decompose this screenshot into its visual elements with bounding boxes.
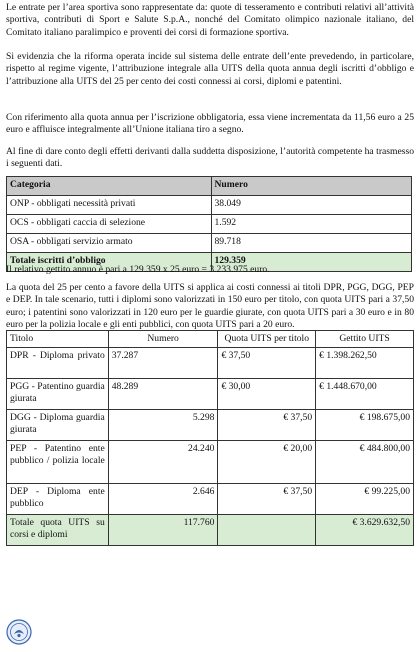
table-total-row <box>7 515 414 546</box>
titles-table <box>6 330 414 546</box>
paragraph-reform: Si evidenzia che la riforma operata incide sul sistema delle entrate dell’ente prevedendo, in particolare, rispetto al regime vigente, l’attribuzione integrale alla UITS della quota annua degli iscritti d’obbligo e l’attribuzione alla UITS del 25 per cento dei costi connessi ai corsi, diplomi e patentini. <box>6 51 414 87</box>
cell-total-category: Totale iscritti d’obbligo <box>7 253 212 272</box>
table-header-row <box>7 177 412 196</box>
members-table <box>6 176 412 272</box>
cell-quota: € 20,00 <box>218 441 316 484</box>
table-row <box>7 348 414 379</box>
cell-title: DGG - Diploma guardia giurata <box>7 410 109 441</box>
cell-quota: € 37,50 <box>218 410 316 441</box>
column-header-quota: Quota UITS per titolo <box>218 331 316 348</box>
cell-total-number: 117.760 <box>108 515 218 546</box>
column-header-category: Categoria <box>7 177 212 196</box>
cell-category: ONP - obbligati necessità privati <box>7 196 212 215</box>
table-row <box>7 441 414 484</box>
table-header-row <box>7 331 414 348</box>
cell-title: PGG - Patentino guardia giurata <box>7 379 109 410</box>
cell-number: 1.592 <box>211 215 412 234</box>
table-row <box>7 484 414 515</box>
cell-revenue: € 1.448.670,00 <box>316 379 414 410</box>
cell-number: 2.646 <box>108 484 218 515</box>
cell-number: 89.718 <box>211 234 412 253</box>
cell-title: PEP - Patentino ente pubblico / polizia locale <box>7 441 109 484</box>
table-row <box>7 410 414 441</box>
cell-revenue: € 198.675,00 <box>316 410 414 441</box>
table-row <box>7 234 412 253</box>
cell-revenue: € 484.800,00 <box>316 441 414 484</box>
cell-quota: € 30,00 <box>218 379 316 410</box>
cell-title: DEP - Diploma ente pubblico <box>7 484 109 515</box>
cell-category: OCS - obbligati caccia di selezione <box>7 215 212 234</box>
table-row <box>7 196 412 215</box>
column-header-number: Numero <box>108 331 218 348</box>
cell-total-quota <box>218 515 316 546</box>
cell-category: OSA - obbligati servizio armato <box>7 234 212 253</box>
cell-number: 48.289 <box>108 379 218 410</box>
seal-logo-icon <box>6 619 32 645</box>
paragraph-data-intro: Al fine di dare conto degli effetti derivanti dalla suddetta disposizione, l’autorità competente ha trasmesso i seguenti dati. <box>6 146 414 170</box>
paragraph-revenue-calc: Il relativo gettito annuo è pari a 129.359 x 25 euro = 3.233.975 euro. <box>6 264 270 275</box>
table-row <box>7 215 412 234</box>
cell-quota: € 37,50 <box>218 348 316 379</box>
cell-revenue: € 99.225,00 <box>316 484 414 515</box>
cell-title: DPR - Diploma privato <box>7 348 109 379</box>
paragraph-annual-fee: Con riferimento alla quota annua per l’iscrizione obbligatoria, essa viene incrementata da 11,56 euro a 25 euro e affluisce integralmente all’Unione italiana tiro a segno. <box>6 112 414 136</box>
table-row <box>7 379 414 410</box>
cell-total-revenue: € 3.629.632,50 <box>316 515 414 546</box>
cell-revenue: € 1.398.262,50 <box>316 348 414 379</box>
cell-total-number: 129.359 <box>211 253 412 272</box>
column-header-revenue: Gettito UITS <box>316 331 414 348</box>
cell-number: 37.287 <box>108 348 218 379</box>
paragraph-sports-revenue: Le entrate per l’area sportiva sono rappresentate da: quote di tesseramento e contributi relativi all’attività sportiva, contributi di Sport e Salute S.p.A., nonché del Comitato olimpico nazionale italiano, del Comitato italiano paralimpico e proventi dei corsi di formazione sportiva. <box>6 2 414 38</box>
cell-total-title: Totale quota UITS su corsi e diplomi <box>7 515 109 546</box>
column-header-number: Numero <box>211 177 412 196</box>
cell-number: 24.240 <box>108 441 218 484</box>
cell-quota: € 37,50 <box>218 484 316 515</box>
cell-number: 38.049 <box>211 196 412 215</box>
cell-number: 5.298 <box>108 410 218 441</box>
paragraph-quota-scenario: La quota del 25 per cento a favore della UITS si applica ai costi connessi ai titoli DPR, PGG, DGG, PEP e DEP. In tale scenario, tutti i diplomi sono valorizzati in 150 euro per titolo, con quota UITS pari a 37,50 euro; i patentini sono valorizzati in 120 euro per le guardie giurate, con quota UITS pari a 30 euro e in 80 euro per la polizia locale e gli enti pubblici, con quota UITS pari a 20 euro. <box>6 282 414 330</box>
column-header-title: Titolo <box>7 331 109 348</box>
